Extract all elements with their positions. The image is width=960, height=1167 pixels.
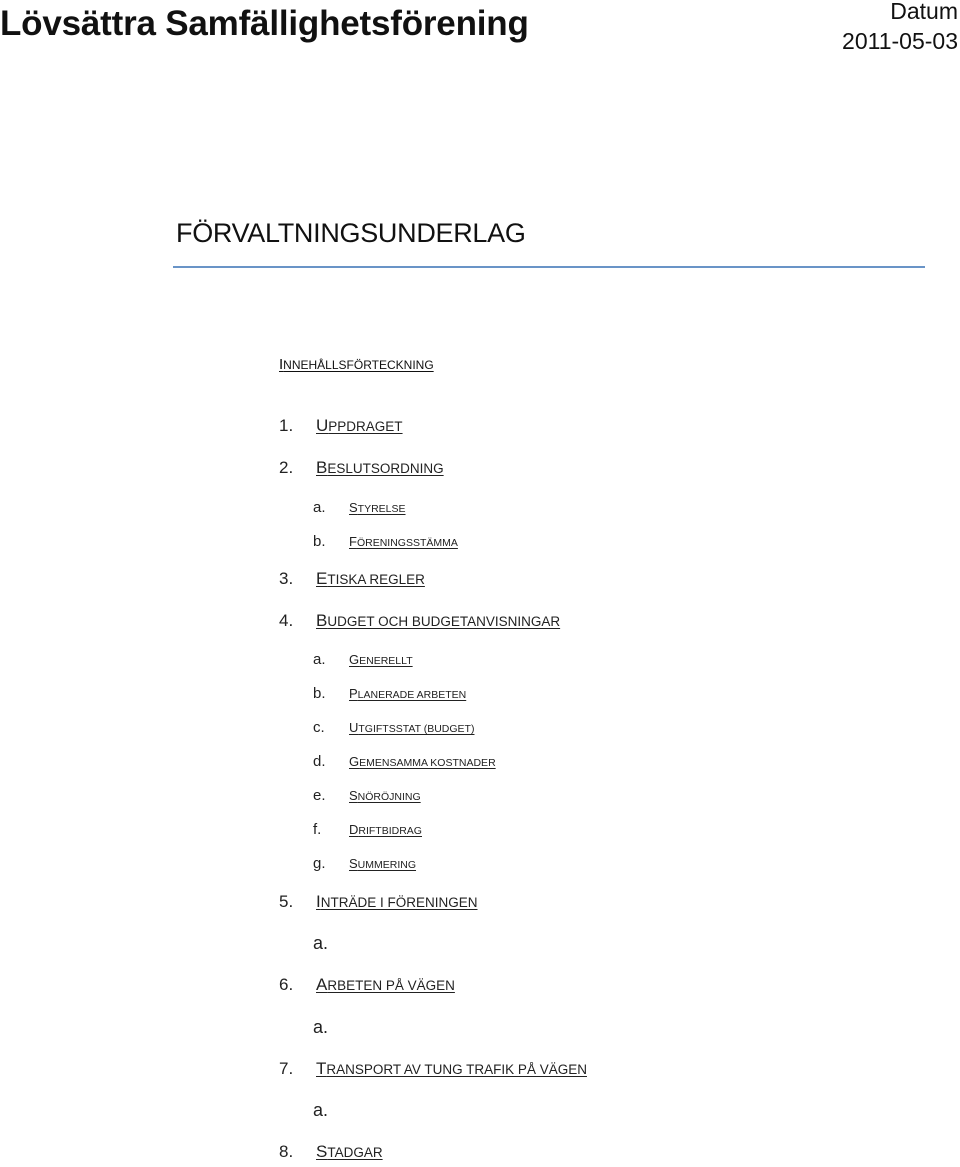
toc-item-cap: S xyxy=(349,500,358,515)
toc-item-rest: RANSPORT AV TUNG TRAFIK PÅ VÄGEN xyxy=(326,1062,587,1077)
document-title: FÖRVALTNINGSUNDERLAG xyxy=(176,218,526,248)
toc-item-cap: B xyxy=(316,611,328,630)
toc-item-rest: ÖRENINGSSTÄMMA xyxy=(356,537,458,549)
toc-item-number: e. xyxy=(313,787,326,804)
toc-item-link[interactable] xyxy=(316,892,478,912)
toc-item-number: 5. xyxy=(279,892,294,911)
toc-item-rest: TYRELSE xyxy=(357,503,406,515)
toc-item-rest: RBETEN PÅ VÄGEN xyxy=(327,978,455,993)
title-divider xyxy=(173,266,925,268)
toc-item-cap: G xyxy=(349,652,360,667)
toc-item-number: d. xyxy=(313,753,326,770)
toc-item-rest: RIFTBIDRAG xyxy=(358,825,422,837)
toc-item-cap: T xyxy=(316,1059,327,1078)
toc-item-rest: ENERELLT xyxy=(359,655,413,667)
toc-item-link[interactable] xyxy=(349,533,458,550)
organization-name: Lövsättra Samfällighetsförening xyxy=(0,4,529,43)
toc-item-rest: ESLUTSORDNING xyxy=(327,461,444,476)
toc-item-number: f. xyxy=(313,821,322,838)
toc-item-cap: U xyxy=(349,720,359,735)
toc-item-cap: P xyxy=(349,686,358,701)
toc-item-cap: B xyxy=(316,458,328,477)
toc-item-cap: E xyxy=(316,569,328,588)
date-label: Datum xyxy=(890,0,958,24)
toc-item-number: 2. xyxy=(279,458,294,477)
toc-item-number: c. xyxy=(313,719,325,736)
toc-item-rest: TGIFTSSTAT (BUDGET) xyxy=(358,723,475,735)
toc-item-link[interactable] xyxy=(349,651,413,668)
toc-item-cap: S xyxy=(349,856,358,871)
toc-item-rest: UDGET OCH BUDGETANVISNINGAR xyxy=(327,614,561,629)
toc-item-link[interactable] xyxy=(349,719,474,736)
toc-item-cap: F xyxy=(349,534,357,549)
toc-item-link[interactable] xyxy=(316,611,560,631)
toc-item-cap: S xyxy=(349,788,358,803)
toc-item-number: 7. xyxy=(279,1059,294,1078)
toc-heading-rest: NNEHÅLLSFÖRTECKNING xyxy=(283,358,434,372)
toc-item-number: g. xyxy=(313,855,326,872)
toc-item-number: b. xyxy=(313,533,326,550)
toc-heading[interactable] xyxy=(279,356,434,373)
toc-item-link[interactable] xyxy=(316,975,455,995)
toc-item-rest: EMENSAMMA KOSTNADER xyxy=(359,757,496,769)
toc-item-rest: NÖRÖJNING xyxy=(357,791,421,803)
date-block xyxy=(842,0,958,56)
toc-item-rest: TISKA REGLER xyxy=(327,572,425,587)
date-value: 2011-05-03 xyxy=(842,28,958,54)
toc-item-cap: G xyxy=(349,754,360,769)
toc-item-rest: PPDRAGET xyxy=(328,419,403,434)
toc-item-link[interactable] xyxy=(349,499,406,516)
toc-item-number: b. xyxy=(313,685,326,702)
toc-heading-cap: I xyxy=(279,356,284,373)
toc-item-cap: A xyxy=(316,975,328,994)
toc-item-link[interactable] xyxy=(349,753,496,770)
toc-item-link[interactable] xyxy=(349,787,421,804)
toc-item-number: 1. xyxy=(279,416,294,435)
toc-item-link[interactable] xyxy=(316,458,444,478)
toc-item-link[interactable] xyxy=(316,569,425,589)
toc-item-link[interactable] xyxy=(316,416,403,436)
toc-item-number: 3. xyxy=(279,569,294,588)
toc-item-rest: UMMERING xyxy=(357,859,417,871)
toc-item-number: 6. xyxy=(279,975,294,994)
toc-item-number: a. xyxy=(313,1017,329,1037)
toc-item-cap: U xyxy=(316,416,329,435)
toc-item-number: 4. xyxy=(279,611,294,630)
toc-item-link[interactable] xyxy=(349,821,422,838)
toc-item-number: 8. xyxy=(279,1142,294,1161)
toc-item-link[interactable] xyxy=(349,685,466,702)
toc-item-number: a. xyxy=(313,499,326,516)
toc-item-number: a. xyxy=(313,651,326,668)
toc-item-number: a. xyxy=(313,933,329,953)
toc-item-rest: TADGAR xyxy=(327,1145,383,1160)
toc-item-link[interactable] xyxy=(316,1142,383,1162)
toc-item-number: a. xyxy=(313,1100,329,1120)
toc-item-cap: S xyxy=(316,1142,328,1161)
toc-item-cap: D xyxy=(349,822,359,837)
toc-item-link[interactable] xyxy=(349,855,416,872)
toc-item-link[interactable] xyxy=(316,1059,587,1079)
toc-item-cap: I xyxy=(316,892,321,911)
toc-item-rest: LANERADE ARBETEN xyxy=(357,689,467,701)
toc-item-rest: NTRÄDE I FÖRENINGEN xyxy=(320,895,478,910)
